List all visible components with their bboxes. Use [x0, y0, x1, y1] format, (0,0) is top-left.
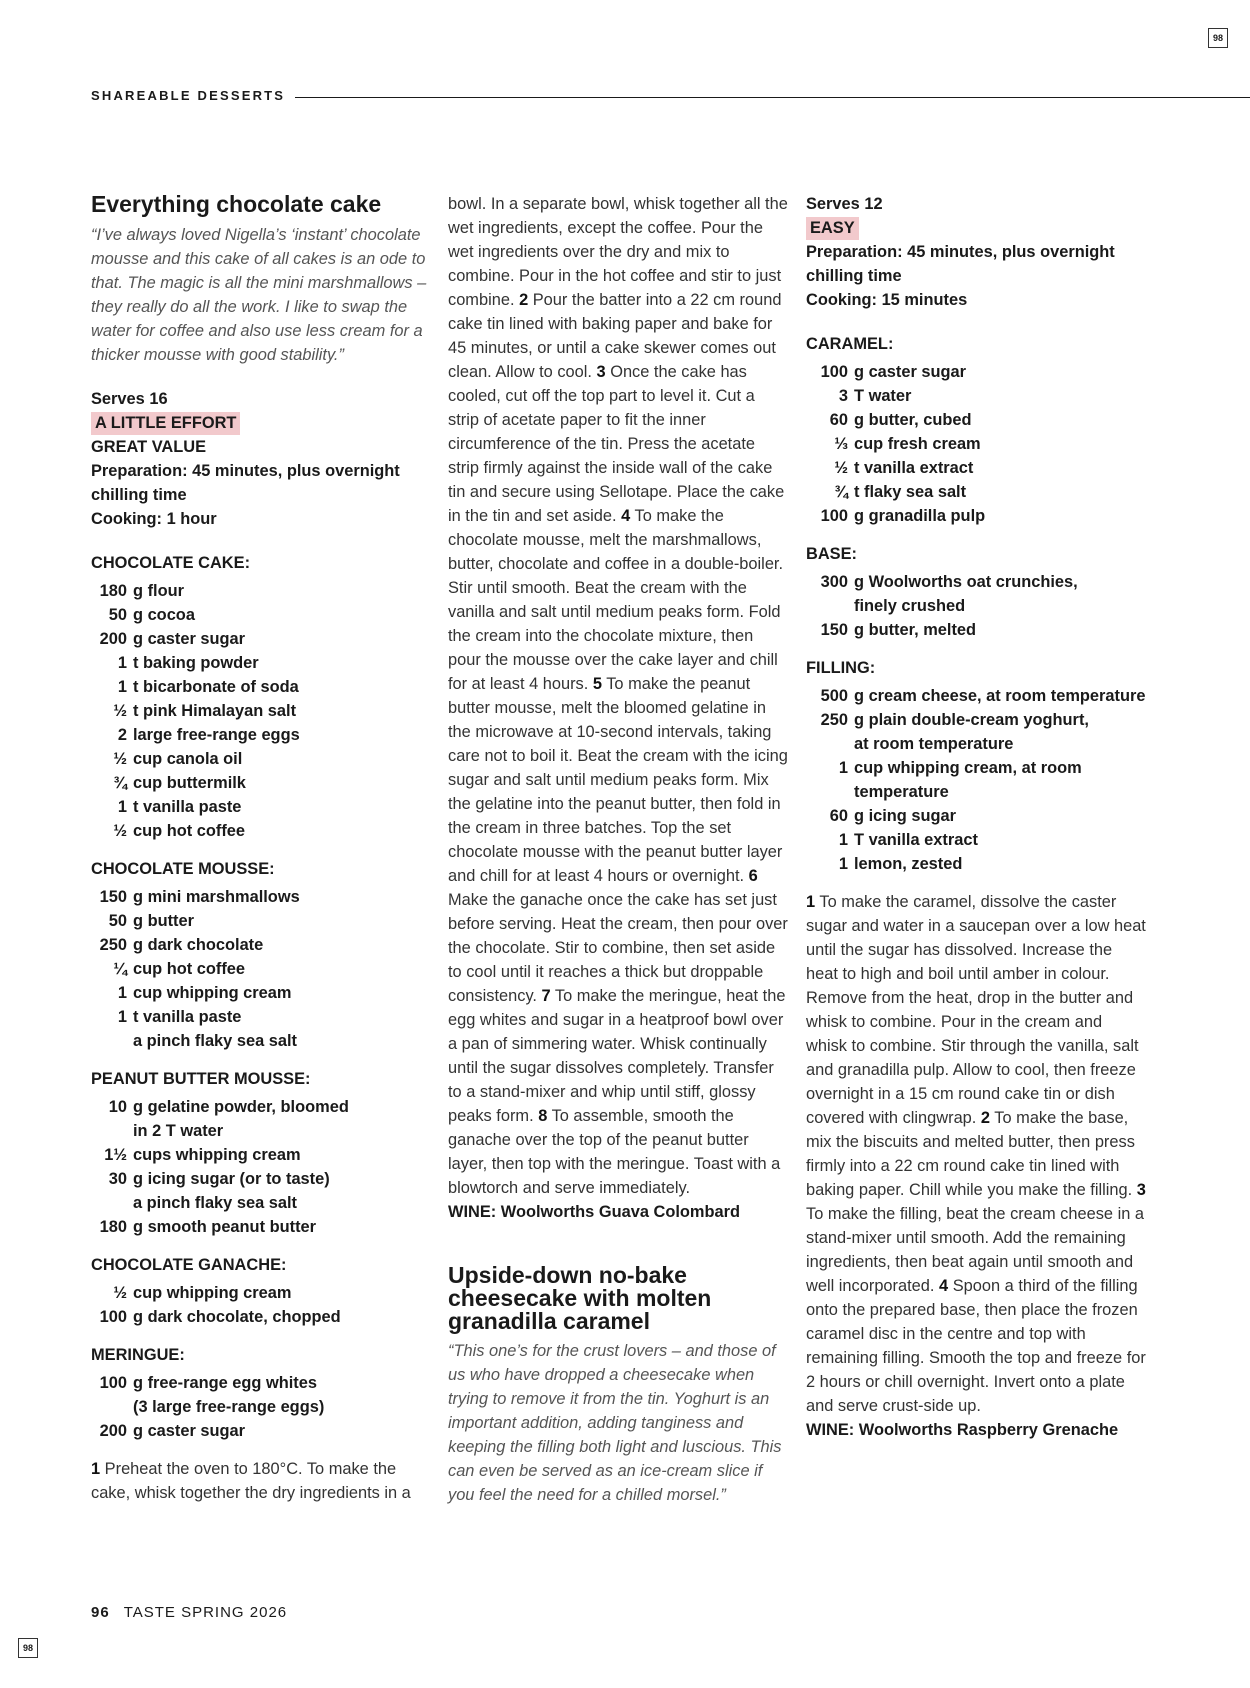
ingredient-quantity: ½	[834, 459, 848, 477]
ingredient-text: g butter	[133, 912, 195, 930]
ingredient-row	[91, 747, 431, 771]
ingredient-row	[806, 594, 1146, 618]
ingredient-row	[91, 1095, 431, 1119]
ingredient-quantity: 60	[829, 411, 848, 429]
recipe1-ingredients	[91, 551, 431, 1457]
step-number: 3	[596, 363, 606, 381]
ingredient-quantity: 1	[117, 1008, 127, 1026]
ingredient-quantity: 50	[108, 912, 127, 930]
ingredient-text: lemon, zested	[854, 855, 963, 873]
ingredient-quantity: 1	[838, 759, 848, 777]
ingredient-group-heading: CHOCOLATE GANACHE:	[91, 1256, 287, 1274]
ingredient-text: g cream cheese, at room temperature	[854, 687, 1146, 705]
ingredient-quantity: 150	[99, 888, 127, 906]
page-tag-bottom: 98	[18, 1638, 38, 1658]
ingredient-quantity: ½	[113, 750, 127, 768]
ingredient-row	[91, 771, 431, 795]
ingredient-group-heading: PEANUT BUTTER MOUSSE:	[91, 1070, 311, 1088]
ingredient-quantity: 500	[820, 687, 848, 705]
ingredient-quantity: ¾	[113, 774, 127, 792]
step-number: 4	[939, 1277, 949, 1295]
ingredient-quantity: 10	[108, 1098, 127, 1116]
ingredient-text: g dark chocolate, chopped	[133, 1308, 341, 1326]
footer-page-number: 96	[91, 1604, 110, 1621]
ingredient-row	[91, 795, 431, 819]
ingredient-quantity: 60	[829, 807, 848, 825]
ingredient-row	[806, 618, 1146, 642]
step-number: 1	[91, 1460, 101, 1478]
ingredient-text: cup canola oil	[133, 750, 243, 768]
ingredient-quantity: ⅓	[834, 435, 848, 453]
column-2	[448, 192, 788, 1507]
ingredient-row	[91, 981, 431, 1005]
ingredient-text: t vanilla paste	[133, 798, 242, 816]
ingredient-quantity: 100	[820, 507, 848, 525]
ingredient-quantity: 3	[838, 387, 848, 405]
ingredient-row	[806, 756, 1146, 780]
ingredient-row	[806, 384, 1146, 408]
ingredient-text: g Woolworths oat crunchies,	[854, 573, 1078, 591]
ingredient-text: temperature	[854, 783, 949, 801]
recipe1-method-start: 1 Preheat the oven to 180°C. To make the cake, whisk together the dry ingredients in a	[91, 1460, 411, 1502]
ingredient-row	[806, 684, 1146, 708]
ingredient-quantity: 100	[820, 363, 848, 381]
ingredient-row	[806, 732, 1146, 756]
ingredient-row	[806, 432, 1146, 456]
ingredient-text: g butter, cubed	[854, 411, 972, 429]
ingredient-row	[91, 627, 431, 651]
ingredient-text: t flaky sea salt	[854, 483, 967, 501]
ingredient-text: (3 large free-range eggs)	[133, 1398, 325, 1416]
page-footer	[91, 1604, 287, 1621]
recipe2-wine: WINE: Woolworths Raspberry Grenache	[806, 1421, 1119, 1439]
ingredient-text: g caster sugar	[133, 630, 246, 648]
ingredient-row	[806, 780, 1146, 804]
recipe2-intro: “This one’s for the crust lovers – and those of us who have dropped a cheesecake when trying to remove it from the tin. Yoghurt is an important addition, adding tanginess and keeping the filling both light and luscious. This can even be served as an ice-cream slice if you feel the need for a chilled morsel.”	[448, 1342, 782, 1504]
ingredient-quantity: 1	[117, 654, 127, 672]
ingredient-quantity: 1	[117, 678, 127, 696]
ingredient-text: g cocoa	[133, 606, 195, 624]
ingredient-row	[91, 1281, 431, 1305]
recipe2-effort-badge: EASY	[806, 217, 859, 240]
ingredient-row	[91, 909, 431, 933]
ingredient-quantity: 50	[108, 606, 127, 624]
page-tag-top: 98	[1208, 28, 1228, 48]
ingredient-row	[91, 957, 431, 981]
column-1	[91, 192, 431, 1505]
ingredient-row	[806, 570, 1146, 594]
ingredient-quantity: 180	[99, 582, 127, 600]
ingredient-quantity: 1½	[104, 1146, 127, 1164]
ingredient-text: g plain double-cream yoghurt,	[854, 711, 1089, 729]
ingredient-row	[91, 579, 431, 603]
ingredient-group-heading: CARAMEL:	[806, 335, 894, 353]
step-number: 4	[621, 507, 631, 525]
ingredient-row	[91, 819, 431, 843]
section-header	[91, 88, 1250, 103]
ingredient-text: cup whipping cream	[133, 1284, 292, 1302]
ingredient-row	[91, 1167, 431, 1191]
ingredient-text: cup whipping cream	[133, 984, 292, 1002]
ingredient-text: g flour	[133, 582, 184, 600]
ingredient-row	[806, 828, 1146, 852]
ingredient-quantity: 200	[99, 630, 127, 648]
ingredient-quantity: 100	[99, 1374, 127, 1392]
ingredient-row	[806, 360, 1146, 384]
ingredient-text: cup fresh cream	[854, 435, 981, 453]
ingredient-text: cup hot coffee	[133, 960, 246, 978]
footer-publication: TASTE SPRING 2026	[123, 1604, 288, 1621]
ingredient-group-heading: CHOCOLATE MOUSSE:	[91, 860, 275, 878]
ingredient-row	[91, 1029, 431, 1053]
step-number: 8	[538, 1107, 548, 1125]
ingredient-row	[91, 603, 431, 627]
recipe2-cook: Cooking: 15 minutes	[806, 291, 968, 309]
ingredient-row	[91, 1191, 431, 1215]
ingredient-text: g caster sugar	[854, 363, 967, 381]
ingredient-row	[91, 651, 431, 675]
step-number: 2	[519, 291, 529, 309]
ingredient-text: g dark chocolate	[133, 936, 264, 954]
ingredient-text: g smooth peanut butter	[133, 1218, 317, 1236]
ingredient-text: g mini marshmallows	[133, 888, 300, 906]
step-number: 3	[1136, 1181, 1146, 1199]
ingredient-text: cup hot coffee	[133, 822, 246, 840]
recipe2-method: 1 To make the caramel, dissolve the caster sugar and water in a saucepan over a low heat until the sugar has dissolved. Increase the heat to high and boil until amber in colour. Remove from the heat, drop in the butter and whisk to combine. Pour in the cream and whisk to combine. Stir through the vanilla, salt and granadilla pulp. Allow to cool, then freeze overnight in a 15 cm round cake tin or dish covered with clingwrap. 2 To make the base, mix the biscuits and melted butter, then press firmly into a 22 cm round cake tin lined with baking paper. Chill while you make the filling. 3 To make the filling, beat the cream cheese in a stand-mixer until smooth. Add the remaining ingredients, then beat again until smooth and well incorporated. 4 Spoon a third of the filling onto the prepared base, then place the frozen caramel disc in the centre and top with remaining filling. Smooth the top and freeze for 2 hours or chill overnight. Invert onto a plate and serve crust-side up.	[806, 893, 1146, 1415]
ingredient-row	[91, 1143, 431, 1167]
ingredient-row	[91, 1005, 431, 1029]
recipe1-title: Everything chocolate cake	[91, 191, 382, 217]
section-rule	[295, 97, 1250, 98]
ingredient-row	[91, 885, 431, 909]
step-number: 6	[748, 867, 758, 885]
ingredient-row	[91, 933, 431, 957]
column-3	[806, 192, 1146, 1442]
ingredient-text: a pinch flaky sea salt	[133, 1194, 297, 1212]
section-label: SHAREABLE DESSERTS	[91, 88, 286, 103]
recipe2-ingredients	[806, 332, 1146, 890]
recipe1-effort-badge: A LITTLE EFFORT	[91, 412, 240, 435]
ingredient-text: g free-range egg whites	[133, 1374, 317, 1392]
ingredient-text: cup whipping cream, at room	[854, 759, 1082, 777]
ingredient-text: g icing sugar (or to taste)	[133, 1170, 330, 1188]
ingredient-quantity: ¾	[834, 483, 848, 501]
ingredient-row	[806, 804, 1146, 828]
ingredient-text: T water	[854, 387, 912, 405]
ingredient-text: cup buttermilk	[133, 774, 246, 792]
ingredient-row	[91, 723, 431, 747]
recipe2-title: Upside-down no-bake cheesecake with molten granadilla caramel	[448, 1262, 712, 1334]
step-number: 7	[541, 987, 551, 1005]
ingredient-group-heading: MERINGUE:	[91, 1346, 185, 1364]
ingredient-quantity: 1	[117, 984, 127, 1002]
ingredient-text: cups whipping cream	[133, 1146, 301, 1164]
ingredient-quantity: 250	[99, 936, 127, 954]
recipe1-intro: “I’ve always loved Nigella’s ‘instant’ chocolate mousse and this cake of all cakes is an ode to that. The magic is all the mini marshmallows – they really do all the work. I like to swap the water for coffee and also use less cream for a thicker mousse with good stability.”	[91, 226, 427, 364]
ingredient-row	[91, 1119, 431, 1143]
ingredient-quantity: 1	[117, 798, 127, 816]
ingredient-quantity: 1	[838, 831, 848, 849]
ingredient-group-heading: FILLING:	[806, 659, 876, 677]
ingredient-row	[806, 708, 1146, 732]
ingredient-row	[91, 699, 431, 723]
ingredient-quantity: 250	[820, 711, 848, 729]
ingredient-row	[806, 480, 1146, 504]
recipe1-serves: Serves 16	[91, 390, 168, 408]
recipe1-prep: Preparation: 45 minutes, plus overnight chilling time	[91, 462, 400, 504]
recipe1-value: GREAT VALUE	[91, 438, 207, 456]
step-number: 2	[980, 1109, 991, 1127]
ingredient-quantity: 180	[99, 1218, 127, 1236]
ingredient-text: t pink Himalayan salt	[133, 702, 297, 720]
recipe1-wine: WINE: Woolworths Guava Colombard	[448, 1203, 741, 1221]
ingredient-text: g caster sugar	[133, 1422, 246, 1440]
ingredient-text: t baking powder	[133, 654, 259, 672]
ingredient-quantity: ½	[113, 702, 127, 720]
ingredient-row	[806, 852, 1146, 876]
ingredient-row	[91, 1305, 431, 1329]
ingredient-text: g gelatine powder, bloomed	[133, 1098, 349, 1116]
ingredient-text: t bicarbonate of soda	[133, 678, 299, 696]
ingredient-quantity: 2	[117, 726, 127, 744]
ingredient-text: g granadilla pulp	[854, 507, 986, 525]
ingredient-quantity: ½	[113, 1284, 127, 1302]
ingredient-text: finely crushed	[854, 597, 966, 615]
ingredient-quantity: 150	[820, 621, 848, 639]
ingredient-text: T vanilla extract	[854, 831, 978, 849]
ingredient-text: at room temperature	[854, 735, 1014, 753]
recipe1-cook: Cooking: 1 hour	[91, 510, 217, 528]
ingredient-text: t vanilla extract	[854, 459, 974, 477]
ingredient-quantity: 300	[820, 573, 848, 591]
ingredient-quantity: 100	[99, 1308, 127, 1326]
ingredient-row	[91, 1215, 431, 1239]
ingredient-group-heading: BASE:	[806, 545, 857, 563]
ingredient-quantity: ¼	[113, 960, 127, 978]
ingredient-row	[806, 504, 1146, 528]
recipe2-prep: Preparation: 45 minutes, plus overnight chilling time	[806, 243, 1115, 285]
ingredient-text: in 2 T water	[133, 1122, 224, 1140]
ingredient-row	[91, 1395, 431, 1419]
step-number: 5	[592, 675, 602, 693]
ingredient-quantity: 200	[99, 1422, 127, 1440]
ingredient-row	[91, 1419, 431, 1443]
recipe1-method-cont: bowl. In a separate bowl, whisk together all the wet ingredients, except the coffee. Pour the wet ingredients over the dry and mix to combine. Pour in the hot coffee and stir to just combine. 2 Pour the batter into a 22 cm round cake tin lined with baking paper and bake for 45 minutes, or until a cake skewer comes out clean. Allow to cool. 3 Once the cake has cooled, cut off the top part to level it. Cut a strip of acetate paper to fit the inner circumference of the tin. Press the acetate strip firmly against the inside wall of the cake tin and secure using Sellotape. Place the cake in the tin and set aside. 4 To make the chocolate mousse, melt the marshmallows, butter, chocolate and coffee in a double-boiler. Stir until smooth. Beat the cream with the vanilla and salt until medium peaks form. Fold the cream into the chocolate mixture, then pour the mousse over the cake layer and chill for at least 4 hours. 5 To make the peanut butter mousse, melt the bloomed gelatine in the microwave at 10-second intervals, taking care not to boil it. Beat the cream with the icing sugar and salt until medium peaks form. Mix the gelatine into the peanut butter, then fold in the cream in three batches. Top the set chocolate mousse with the peanut butter layer and chill for at least 4 hours or overnight. 6 Make the ganache once the cake has set just before serving. Heat the cream, then pour over the chocolate. Stir to combine, then set aside to cool until it reaches a thick but droppable consistency. 7 To make the meringue, heat the egg whites and sugar in a heatproof bowl over a pan of simmering water. Whisk continually until the sugar dissolves completely. Transfer to a stand-mixer and whip until stiff, glossy peaks form. 8 To assemble, smooth the ganache over the top of the peanut butter layer, then top with the meringue. Toast with a blowtorch and serve immediately.	[448, 195, 788, 1197]
ingredient-row	[806, 408, 1146, 432]
ingredient-row	[91, 1371, 431, 1395]
ingredient-text: g butter, melted	[854, 621, 977, 639]
ingredient-quantity: 1	[838, 855, 848, 873]
step-number: 1	[806, 893, 816, 911]
recipe2-serves: Serves 12	[806, 195, 883, 213]
ingredient-quantity: ½	[113, 822, 127, 840]
ingredient-text: a pinch flaky sea salt	[133, 1032, 297, 1050]
ingredient-text: t vanilla paste	[133, 1008, 242, 1026]
ingredient-quantity: 30	[108, 1170, 127, 1188]
ingredient-row	[806, 456, 1146, 480]
ingredient-group-heading: CHOCOLATE CAKE:	[91, 554, 251, 572]
ingredient-text: large free-range eggs	[133, 726, 300, 744]
ingredient-text: g icing sugar	[854, 807, 957, 825]
ingredient-row	[91, 675, 431, 699]
